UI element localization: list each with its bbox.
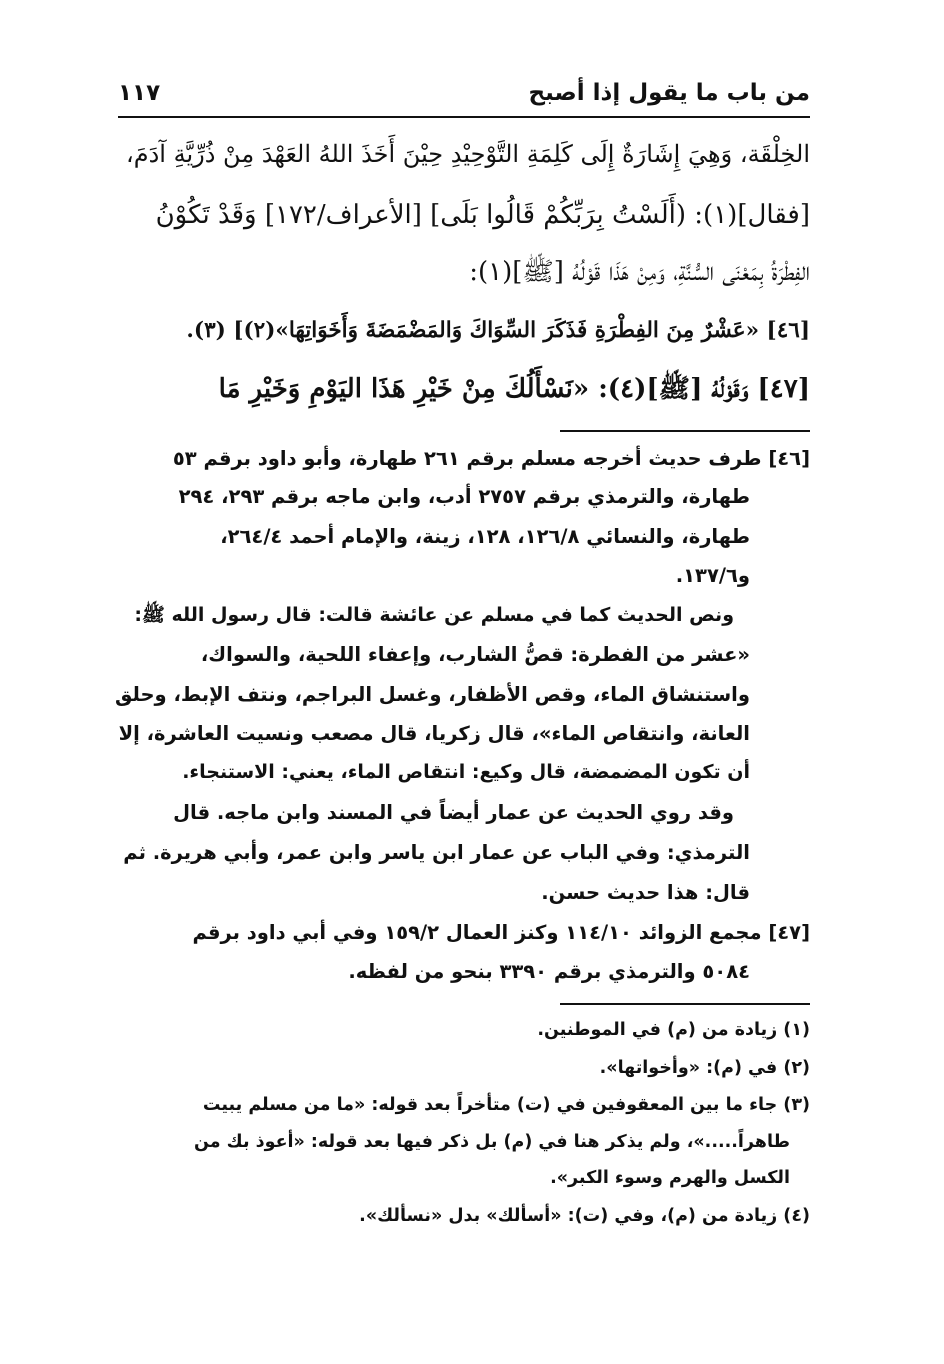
hadith-note-line: واستنشاق الماء، وقص الأظفار، وغسل البراجم، ونتف الإبط، وحلق	[114, 683, 750, 706]
footnote-line: طاهراً.....»، ولم يذكر هنا في (م) بل ذكر فيها بعد قوله: «أعوذ بك من	[193, 1132, 790, 1152]
main-text-line: الفِطْرَةُ بِمَعْنَى السُّنَّةِ، وَمِنْ هَذَا قَوْلُهُ [ﷺ](١):	[469, 257, 810, 287]
page-number: ١١٧	[118, 80, 161, 106]
main-text-line: الخِلْقَة، وَهِيَ إِشَارَةٌ إِلَى كَلِمَةِ التَّوْحِيْدِ حِيْنَ أَخَذَ اللهُ العَهْدَ مِنْ ذُرِّيَّةِ آدَمَ،	[126, 140, 810, 168]
header-rule	[118, 116, 810, 118]
main-text-line: [فقال](١): (أَلَسْتُ بِرَبِّكُمْ قَالُوا بَلَى] [الأعراف/١٧٢] وَقَدْ تَكُوْنُ	[155, 200, 810, 230]
hadith-note-line: أن تكون المضمضة، قال وكيع: انتقاص الماء، يعني: الاستنجاء.	[182, 761, 750, 783]
running-title: من باب ما يقول إذا أصبح	[528, 80, 810, 106]
hadith-note-line: «عشر من الفطرة: قصُّ الشارب، وإعفاء اللحية، والسواك،	[200, 643, 750, 666]
hadith-note-line: و١٣٧/٦.	[675, 564, 750, 587]
hadith-note-line: [٤٧] مجمع الزوائد ١١٤/١٠ وكنز العمال ١٥٩/٢ وفي أبي داود برقم	[192, 921, 810, 944]
hadith-note-line: الترمذي: وفي الباب عن عمار ابن ياسر وابن عمر، وأبي هريرة. ثم	[123, 841, 750, 864]
hadith-note-line: قال: هذا حديث حسن.	[541, 881, 750, 904]
page-header	[118, 76, 810, 116]
hadith-note-line: طهارة، والترمذي برقم ٢٧٥٧ أدب، وابن ماجه برقم ٢٩٣، ٢٩٤	[178, 485, 750, 508]
hadith-note-line: وقد روي الحديث عن عمار أيضاً في المسند وابن ماجه. قال	[173, 801, 734, 824]
hadith-note-line: ونص الحديث كما في مسلم عن عائشة قالت: قال رسول الله ﷺ:	[134, 604, 734, 626]
hadith-47-text: [٤٧] وَقَوْلُهُ [ﷺ](٤): «نَسْأَلُكَ مِنْ خَيْرِ هَذَا اليَوْمِ وَخَيْرِ مَا	[218, 374, 810, 404]
footnote-line: الكسل والهرم وسوء الكبر».	[550, 1168, 790, 1188]
hadith-note-line: العانة، وانتقاص الماء»، قال زكريا، قال مصعب ونسيت العاشرة، إلا	[118, 722, 750, 745]
hadith-note-line: طهارة، والنسائي ١٢٦/٨، ١٢٨، زينة، والإمام أحمد ٢٦٤/٤،	[220, 525, 750, 548]
main-text-rule	[560, 430, 810, 432]
footnote-line: (٢) في (م): «وأخواتها».	[599, 1058, 810, 1078]
footnote-line: (٤) زيادة من (م)، وفي (ت): «أسألك» بدل «نسألك».	[359, 1206, 810, 1226]
footnote-rule	[560, 1003, 810, 1005]
hadith-note-line: ٥٠٨٤ والترمذي برقم ٣٣٩٠ بنحو من لفظه.	[348, 960, 750, 983]
footnote-line: (٣) جاء ما بين المعقوفين في (ت) متأخراً بعد قوله: «ما من مسلم يبيت	[202, 1095, 810, 1115]
hadith-note-line: [٤٦] طرف حديث أخرجه مسلم برقم ٢٦١ طهارة، وأبو داود برقم ٥٣	[172, 447, 810, 470]
footnote-line: (١) زيادة من (م) في الموطنين.	[537, 1020, 810, 1040]
hadith-46-text: [٤٦] «عَشْرٌ مِنَ الفِطْرَةِ فَذَكَرَ السِّوَاكَ وَالمَضْمَضَةَ وَأَخَوَاتِهَا»(٢)] (٣).	[186, 318, 810, 343]
